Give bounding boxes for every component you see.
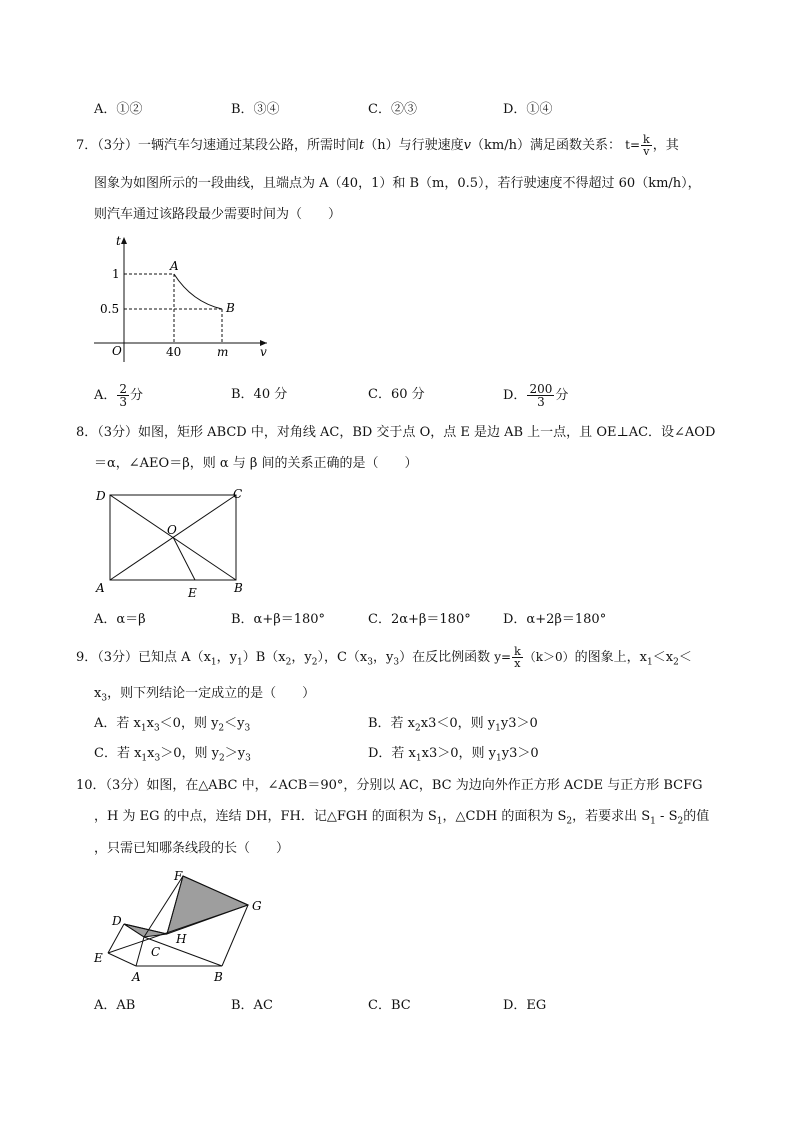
q7-option-a-fraction xyxy=(117,383,129,408)
q9-sub: 1 xyxy=(140,723,147,734)
q7-option-d-den: 3 xyxy=(537,395,545,409)
q9-sub: 3 xyxy=(153,723,160,734)
q7-label-05: 0.5 xyxy=(100,302,120,316)
q9-option-c-text: x xyxy=(147,746,155,761)
q10-label-d: D xyxy=(112,914,122,928)
q9-option-b-text: y3＞0 xyxy=(500,716,538,731)
q8-option-a[interactable]: A．α＝β xyxy=(94,612,146,627)
q9-formula-x: x xyxy=(514,657,521,670)
q6-option-c[interactable]: C．②③ xyxy=(368,102,417,117)
q9-sub: 2 xyxy=(415,723,421,734)
q9-sub: 1 xyxy=(495,723,501,734)
q7-var-t: t xyxy=(359,138,365,153)
q9-sub: 2 xyxy=(285,657,292,668)
q7-option-a-num: 2 xyxy=(119,382,128,396)
q6-option-d[interactable]: D．①④ xyxy=(503,102,553,117)
q10-sub: 2 xyxy=(677,816,684,827)
q8-label-d: D xyxy=(96,489,106,503)
q10-label-e: E xyxy=(94,951,103,965)
q8-figure xyxy=(92,484,252,602)
q10-shaded-triangle-fgh xyxy=(167,876,248,934)
q9-sub: 1 xyxy=(141,753,148,764)
q10-option-a[interactable]: A．AB xyxy=(94,998,136,1013)
q7-option-a-unit: 分 xyxy=(130,388,144,403)
q7-formula-t: t= xyxy=(625,138,641,152)
q7-option-d[interactable] xyxy=(503,383,568,408)
q10-text: ，H 为 EG 的中点，连结 DH，FH．记△FGH 的面积为 S xyxy=(94,809,437,824)
q9-sub: 2 xyxy=(311,657,318,668)
q9-text-a: 9．（3分）已知点 A（x xyxy=(76,650,211,665)
q7-line-3: 则汽车通过该路段最少需要时间为（ ） xyxy=(94,207,342,222)
q10-sub: 1 xyxy=(650,816,656,827)
q9-sub: 1 xyxy=(210,657,217,668)
q9-line-1 xyxy=(76,646,692,673)
q7-graph xyxy=(92,232,272,364)
q9-text: ，y xyxy=(216,650,237,665)
q9-sub: 1 xyxy=(647,657,653,668)
q8-label-e: E xyxy=(188,586,197,600)
q7-option-d-num: 200 xyxy=(529,382,553,396)
q10-line-1: 10．（3分）如图，在△ABC 中，∠ACB＝90°，分别以 AC，BC 为边向外作正方形 ACDE 与正方形 BCFG xyxy=(76,778,703,793)
q9-text: ）B（x xyxy=(242,650,286,665)
q10-label-f: F xyxy=(174,869,183,883)
q10-sub: 2 xyxy=(566,816,573,827)
q9-option-d-text: D．若 x xyxy=(368,746,416,761)
q9-sub: 3 xyxy=(244,723,251,734)
q10-line-2 xyxy=(94,807,709,832)
q10-text: 的值 xyxy=(683,809,710,824)
q8-option-b[interactable]: B．α+β＝180° xyxy=(231,612,326,627)
q7-label-40: 40 xyxy=(166,345,182,359)
q7-label-1: 1 xyxy=(112,267,120,281)
q9-option-a-text: ＜0，则 y xyxy=(159,716,219,731)
q8-option-d[interactable]: D．α+2β＝180° xyxy=(503,612,607,627)
q9-option-c-text: C．若 x xyxy=(94,746,142,761)
q8-label-c: C xyxy=(233,487,243,501)
q7-point-a: A xyxy=(170,259,179,273)
q10-option-c[interactable]: C．BC xyxy=(368,998,411,1013)
q9-text: ），C（x xyxy=(317,650,368,665)
q10-line-3: ，只需已知哪条线段的长（ ） xyxy=(94,841,290,856)
q6-option-a[interactable]: A．①② xyxy=(94,102,143,117)
q9-option-c-text: ＞y xyxy=(224,746,246,761)
q10-label-a: A xyxy=(132,970,141,984)
q7-formula-k: k xyxy=(643,133,650,146)
q10-text: ，若要求出 S xyxy=(572,809,651,824)
q9-option-c[interactable] xyxy=(94,744,251,769)
q8-label-b: B xyxy=(234,581,243,595)
q8-label-o: O xyxy=(167,523,177,537)
q10-label-c: C xyxy=(151,945,161,959)
q10-option-d[interactable]: D．EG xyxy=(503,998,547,1013)
q9-sub: 3 xyxy=(245,753,251,764)
q10-segment-ae xyxy=(108,953,136,966)
q7-var-v: v xyxy=(463,138,472,153)
q9-sub: 3 xyxy=(101,693,108,704)
q9-option-d-text: y3＞0 xyxy=(501,746,539,761)
q9-option-b[interactable] xyxy=(368,714,538,739)
q8-segment-oe xyxy=(173,537,195,580)
q7-line-1 xyxy=(76,134,679,157)
q9-sub: 2 xyxy=(218,723,225,734)
q10-segment-gb xyxy=(222,905,248,966)
q7-option-d-unit: 分 xyxy=(555,388,569,403)
q9-line-2 xyxy=(94,684,315,709)
q9-formula-cond: （k＞0） xyxy=(523,650,575,664)
q7-label-origin: O xyxy=(112,344,122,358)
q6-option-b[interactable]: B．③④ xyxy=(231,102,280,117)
q9-text: ）在反比例函数 xyxy=(399,650,491,665)
q7-line-2: 图象为如图所示的一段曲线，且端点为 A（40，1）和 B（m，0.5），若行驶速度不得超过 60（km/h）， xyxy=(94,176,701,191)
q9-sub: 2 xyxy=(218,753,225,764)
q10-text: - S xyxy=(655,809,678,824)
q9-sub: 3 xyxy=(393,657,400,668)
q7-label-m: m xyxy=(217,345,229,359)
q9-text-lt: ＜x xyxy=(652,650,674,665)
q7-t-axis-arrow xyxy=(121,237,127,244)
q9-sub: 2 xyxy=(673,657,679,668)
q10-label-b: B xyxy=(214,970,223,984)
q9-option-c-text: ＞0，则 y xyxy=(160,746,219,761)
q7-option-a-label: A． xyxy=(94,388,117,403)
q9-line-2-text: ，则下列结论一定成立的是（ ） xyxy=(107,686,316,701)
q7-formula-fraction xyxy=(641,134,652,157)
q9-option-d-text: x3＞0，则 y xyxy=(421,746,496,761)
q7-option-b[interactable]: B．40 分 xyxy=(231,387,288,402)
q10-figure xyxy=(90,868,275,986)
q7-option-a-den: 3 xyxy=(119,395,128,409)
q9-x3: x xyxy=(94,686,102,701)
q7-text-end: ，其 xyxy=(652,138,679,153)
q8-option-c[interactable]: C．2α+β＝180° xyxy=(368,612,471,627)
q9-option-d[interactable] xyxy=(368,744,539,769)
q9-formula-fraction xyxy=(512,646,523,669)
q9-option-a-text: A．若 x xyxy=(94,716,141,731)
q7-point-b: B xyxy=(226,301,235,315)
q7-curve xyxy=(174,274,222,309)
q9-sub: 1 xyxy=(237,657,243,668)
q9-text: ，y xyxy=(372,650,394,665)
q9-text-lt2: ＜ xyxy=(678,650,692,665)
q10-sub: 1 xyxy=(436,816,443,827)
q9-sub: 3 xyxy=(367,657,373,668)
q7-label-t: t xyxy=(116,234,121,248)
q9-text: ，y xyxy=(291,650,312,665)
q7-option-c[interactable]: C．60 分 xyxy=(368,387,425,402)
q9-option-a[interactable] xyxy=(94,714,250,739)
q9-formula-k: k xyxy=(514,645,521,658)
q9-sub: 1 xyxy=(495,753,502,764)
q10-label-h: H xyxy=(176,932,187,946)
q9-option-b-text: B．若 x xyxy=(368,716,416,731)
q8-line-2: ＝α，∠AEO＝β，则 α 与 β 间的关系正确的是（ ） xyxy=(94,456,418,471)
q7-formula-v: v xyxy=(643,145,650,158)
q7-text-h: （h）与行驶速度 xyxy=(364,138,464,153)
q10-label-g: G xyxy=(252,899,262,913)
q9-sub: 3 xyxy=(154,753,161,764)
q9-option-a-text: ＜y xyxy=(224,716,245,731)
q9-option-a-text: x xyxy=(146,716,154,731)
q7-text-kmh: （km/h）满足函数关系： xyxy=(471,138,621,153)
q7-option-a[interactable] xyxy=(94,383,143,408)
q9-sub: 1 xyxy=(415,753,422,764)
q7-text: 7．（3分）一辆汽车匀速通过某段公路，所需时间 xyxy=(76,138,360,153)
q8-line-1: 8．（3分）如图，矩形 ABCD 中，对角线 AC，BD 交于点 O，点 E 是边 AB 上一点，且 OE⊥AC．设∠AOD xyxy=(76,425,716,440)
q10-text: ，△CDH 的面积为 S xyxy=(442,809,567,824)
q9-formula-y: y= xyxy=(494,650,512,664)
q9-option-b-text: x3＜0，则 y xyxy=(420,716,496,731)
q7-label-v: v xyxy=(260,345,267,359)
q10-option-b[interactable]: B．AC xyxy=(231,998,273,1013)
q8-label-a: A xyxy=(96,581,105,595)
q7-option-d-fraction xyxy=(527,383,554,408)
q7-option-d-label: D． xyxy=(503,388,527,403)
q9-text-end: 的图象上，x xyxy=(574,650,647,665)
